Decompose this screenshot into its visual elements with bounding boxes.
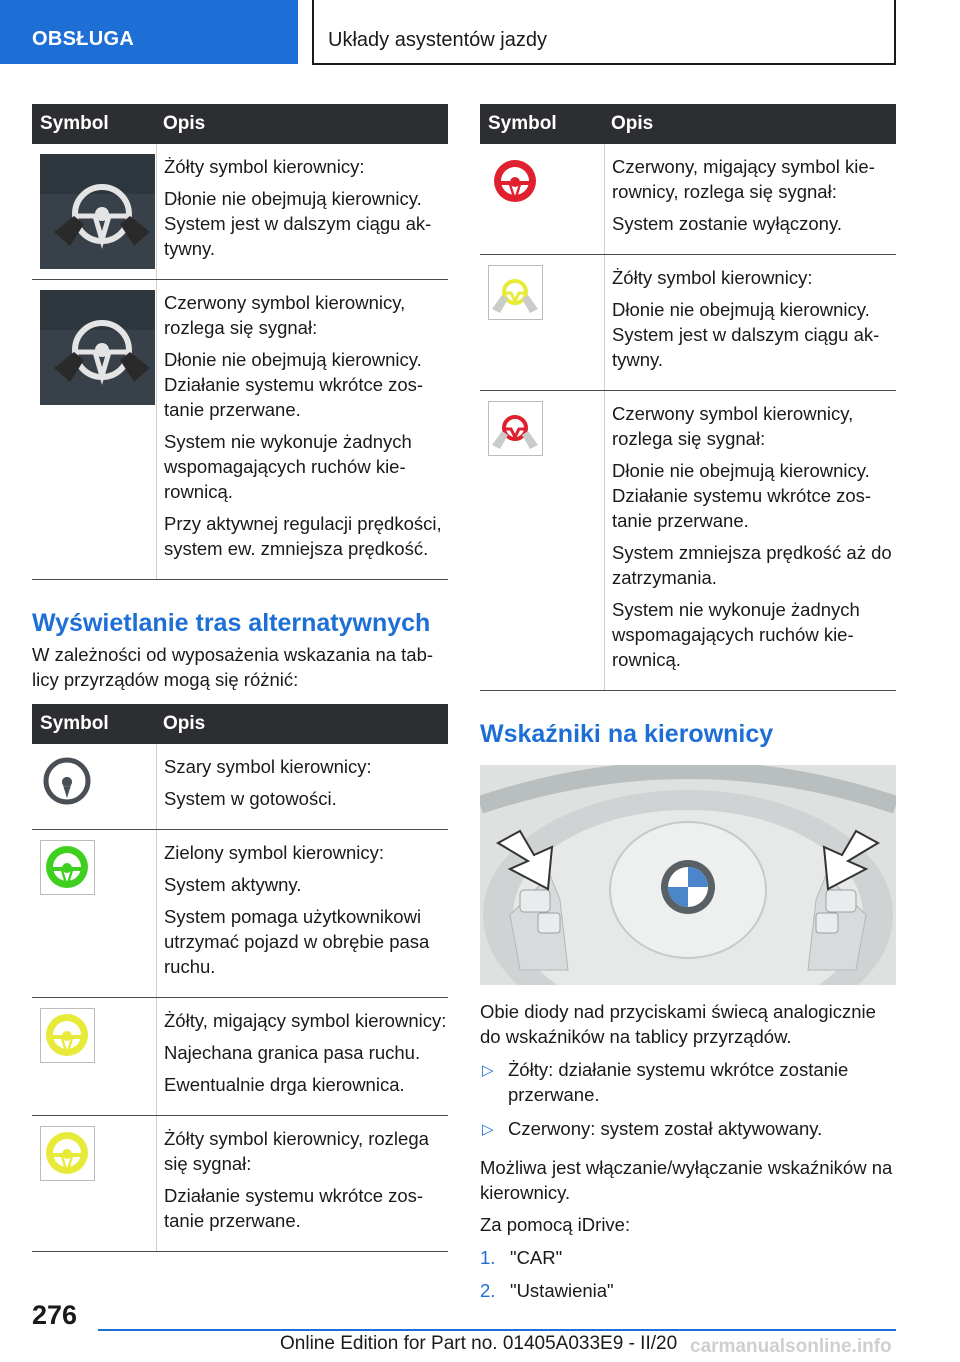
step-list (480, 1245, 896, 1303)
section-tab (0, 0, 298, 64)
row-text: System pomaga użytkownikowi utrzymać pojazd w obrębie pasa ruchu. (164, 906, 430, 977)
list-item-text: Żółty: działanie systemu wkrótce zostanie przerwane. (508, 1059, 849, 1105)
section-title: Wyświetlanie tras alternatywnych (32, 609, 431, 637)
header-desc: Opis (163, 713, 206, 734)
header-desc: Opis (163, 113, 206, 134)
row-text: System zmniejsza prędkość aż do zatrzymania. (612, 542, 892, 588)
header-desc: Opis (611, 113, 654, 134)
table-hands-off-1 (32, 104, 448, 580)
steering-wheel-photo (480, 765, 896, 985)
row-text: Dłonie nie obejmują kierownicy. Działanie systemu wkrótce zostanie przerwane. (164, 349, 424, 420)
step-text: "CAR" (510, 1247, 563, 1268)
section-alt-routes (32, 608, 448, 692)
row-text: System nie wykonuje żadnych wspomagających ruchów kierownicą. (164, 431, 412, 502)
row-text: Szary symbol kierownicy: (164, 756, 372, 777)
step-number: 2. (480, 1280, 496, 1301)
row-text: System aktywny. (164, 874, 302, 895)
row-text: Żółty, migający symbol kierownicy: (164, 1010, 447, 1031)
row-text: Żółty symbol kierownicy: (164, 156, 365, 177)
row-text: System zostanie wyłączony. (612, 213, 842, 234)
row-text: Działanie systemu wkrótce zostanie przerwane. (164, 1185, 424, 1231)
steering-hands-red-icon (488, 401, 543, 456)
chapter-tab (312, 0, 896, 65)
row-text: System nie wykonuje żadnych wspomagających ruchów kierownicą. (612, 599, 860, 670)
table-row (32, 744, 448, 830)
header-symbol: Symbol (488, 113, 557, 134)
list-item (480, 1116, 896, 1141)
row-text: Przy aktywnej regulacji prędkości, system ew. zmniejsza prędkość. (164, 513, 442, 559)
idrive-note: Za pomocą iDrive: (480, 1214, 631, 1235)
section-label: OBSŁUGA (32, 28, 135, 50)
steering-green-icon (40, 840, 95, 895)
indicator-list (480, 1057, 896, 1141)
row-text: Zielony symbol kierownicy: (164, 842, 385, 863)
steering-gray-icon (40, 754, 95, 809)
steering-yellow-blink-icon (40, 1008, 95, 1063)
table-header (32, 104, 448, 144)
row-text: Żółty symbol kierownicy: (612, 267, 813, 288)
steering-yellow-icon (40, 1126, 95, 1181)
triangle-bullet-icon: ▷ (482, 1062, 494, 1079)
header-symbol: Symbol (40, 113, 109, 134)
table-hands-off-2 (480, 104, 896, 691)
edition-text: Online Edition for Part no. 01405A033E9 - II/20 (280, 1333, 678, 1354)
table-header (32, 704, 448, 744)
section-intro: Obie diody nad przyciskami świecą analogicznie do wskaźników na tablicy przyrządów. (480, 1001, 876, 1047)
table-row (32, 998, 448, 1116)
row-text: System w gotowości. (164, 788, 337, 809)
step-item (480, 1245, 896, 1270)
row-text: Dłonie nie obejmują kierownicy. Działanie systemu wkrótce zostanie przerwane. (612, 460, 872, 531)
section-intro: W zależności od wyposażenia wskazania na tablicy przyrządów mogą się różnić: (32, 644, 434, 690)
list-item (480, 1057, 896, 1107)
right-column (480, 104, 896, 1311)
header-symbol: Symbol (40, 713, 109, 734)
row-text: Dłonie nie obejmują kierownicy. System jest w dalszym ciągu aktywny. (612, 299, 880, 370)
table-row (480, 255, 896, 391)
watermark: carmanualsonline.info (690, 1336, 892, 1357)
table-row (32, 830, 448, 998)
table-status (32, 704, 448, 1252)
steering-hands-yellow-photo (40, 154, 155, 269)
toggle-note: Możliwa jest włączanie/wyłączanie wskaźników na kierownicy. (480, 1157, 893, 1203)
table-row (32, 1116, 448, 1252)
section-title: Wskaźniki na kierownicy (480, 720, 774, 748)
row-text: Czerwony, migający symbol kierownicy, rozlega się sygnał: (612, 156, 875, 202)
left-column (32, 104, 448, 1252)
step-number: 1. (480, 1247, 496, 1268)
step-text: "Ustawienia" (510, 1280, 614, 1301)
table-header (480, 104, 896, 144)
list-item-text: Czerwony: system został aktywowany. (508, 1118, 823, 1139)
row-text: Dłonie nie obejmują kierownicy. System jest w dalszym ciągu aktywny. (164, 188, 432, 259)
page-number: 276 (32, 1300, 78, 1330)
chapter-label: Układy asystentów jazdy (328, 29, 547, 51)
steering-hands-red-photo (40, 290, 155, 405)
table-row (480, 391, 896, 691)
row-text: Czerwony symbol kierownicy, rozlega się sygnał: (612, 403, 854, 449)
footer-rule (98, 1329, 896, 1331)
triangle-bullet-icon: ▷ (482, 1121, 494, 1138)
row-text: Czerwony symbol kierownicy, rozlega się sygnał: (164, 292, 406, 338)
row-text: Ewentualnie drga kierownica. (164, 1074, 405, 1095)
steering-red-blink-icon (488, 154, 543, 209)
row-text: Najechana granica pasa ruchu. (164, 1042, 421, 1063)
table-row (480, 144, 896, 255)
table-row (32, 144, 448, 280)
steering-hands-yellow-icon (488, 265, 543, 320)
section-wheel-indicators (480, 719, 896, 1303)
row-text: Żółty symbol kierownicy, rozlega się sygnał: (164, 1128, 429, 1174)
table-row (32, 280, 448, 580)
step-item (480, 1278, 896, 1303)
